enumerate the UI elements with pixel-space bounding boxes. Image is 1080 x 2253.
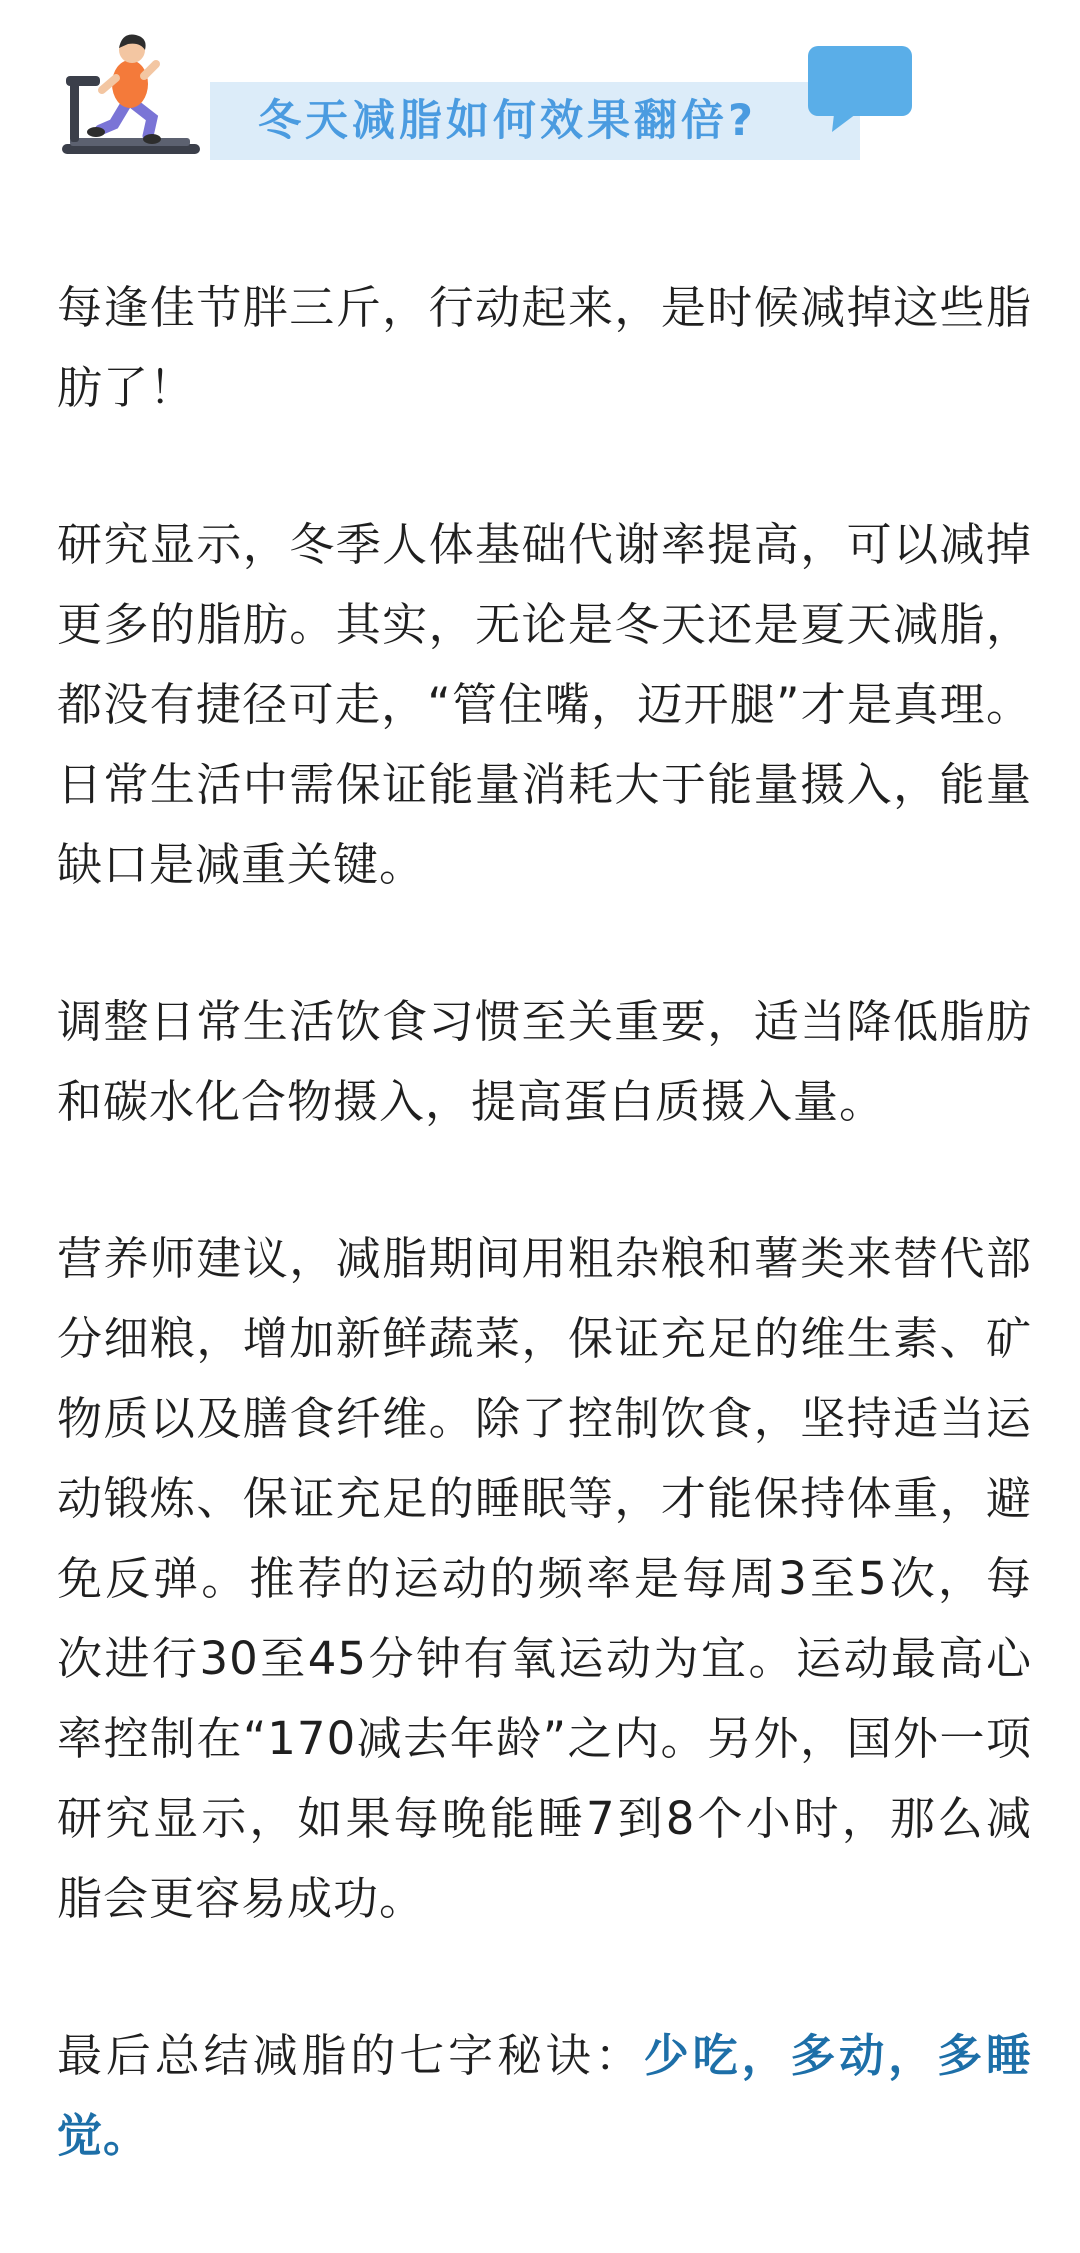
paragraph-summary [57, 2016, 1032, 2176]
speech-bubble-icon [808, 46, 912, 132]
article-header [0, 0, 1080, 200]
article-title: 冬天减脂如何效果翻倍? [258, 96, 757, 146]
article-body [57, 268, 1032, 2253]
paragraph-advice: 营养师建议，减脂期间用粗杂粮和薯类来替代部分细粮，增加新鲜蔬菜，保证充足的维生素、矿物质以及膳食纤维。除了控制饮食，坚持适当运动锻炼、保证充足的睡眠等，才能保持体重，避免反弹。推荐的运动的频率是每周3至5次，每次进行30至45分钟有氧运动为宜。运动最高心率控制在“170减去年龄”之内。另外，国外一项研究显示，如果每晚能睡7到8个小时，那么减脂会更容易成功。 [57, 1232, 1032, 1925]
summary-prefix: 最后总结减脂的七字秘诀： [57, 2029, 644, 2082]
paragraph-intro: 每逢佳节胖三斤，行动起来，是时候减掉这些脂肪了！ [57, 281, 1032, 414]
summary-secret: 少吃，多动，多睡觉。 [57, 2029, 1032, 2162]
treadmill-runner-icon [56, 20, 206, 170]
paragraph-diet: 调整日常生活饮食习惯至关重要，适当降低脂肪和碳水化合物摄入，提高蛋白质摄入量。 [57, 995, 1032, 1128]
paragraph-research: 研究显示，冬季人体基础代谢率提高，可以减掉更多的脂肪。其实，无论是冬天还是夏天减脂，都没有捷径可走，“管住嘴，迈开腿”才是真理。日常生活中需保证能量消耗大于能量摄入，能量缺口是减重关键。 [57, 518, 1032, 891]
